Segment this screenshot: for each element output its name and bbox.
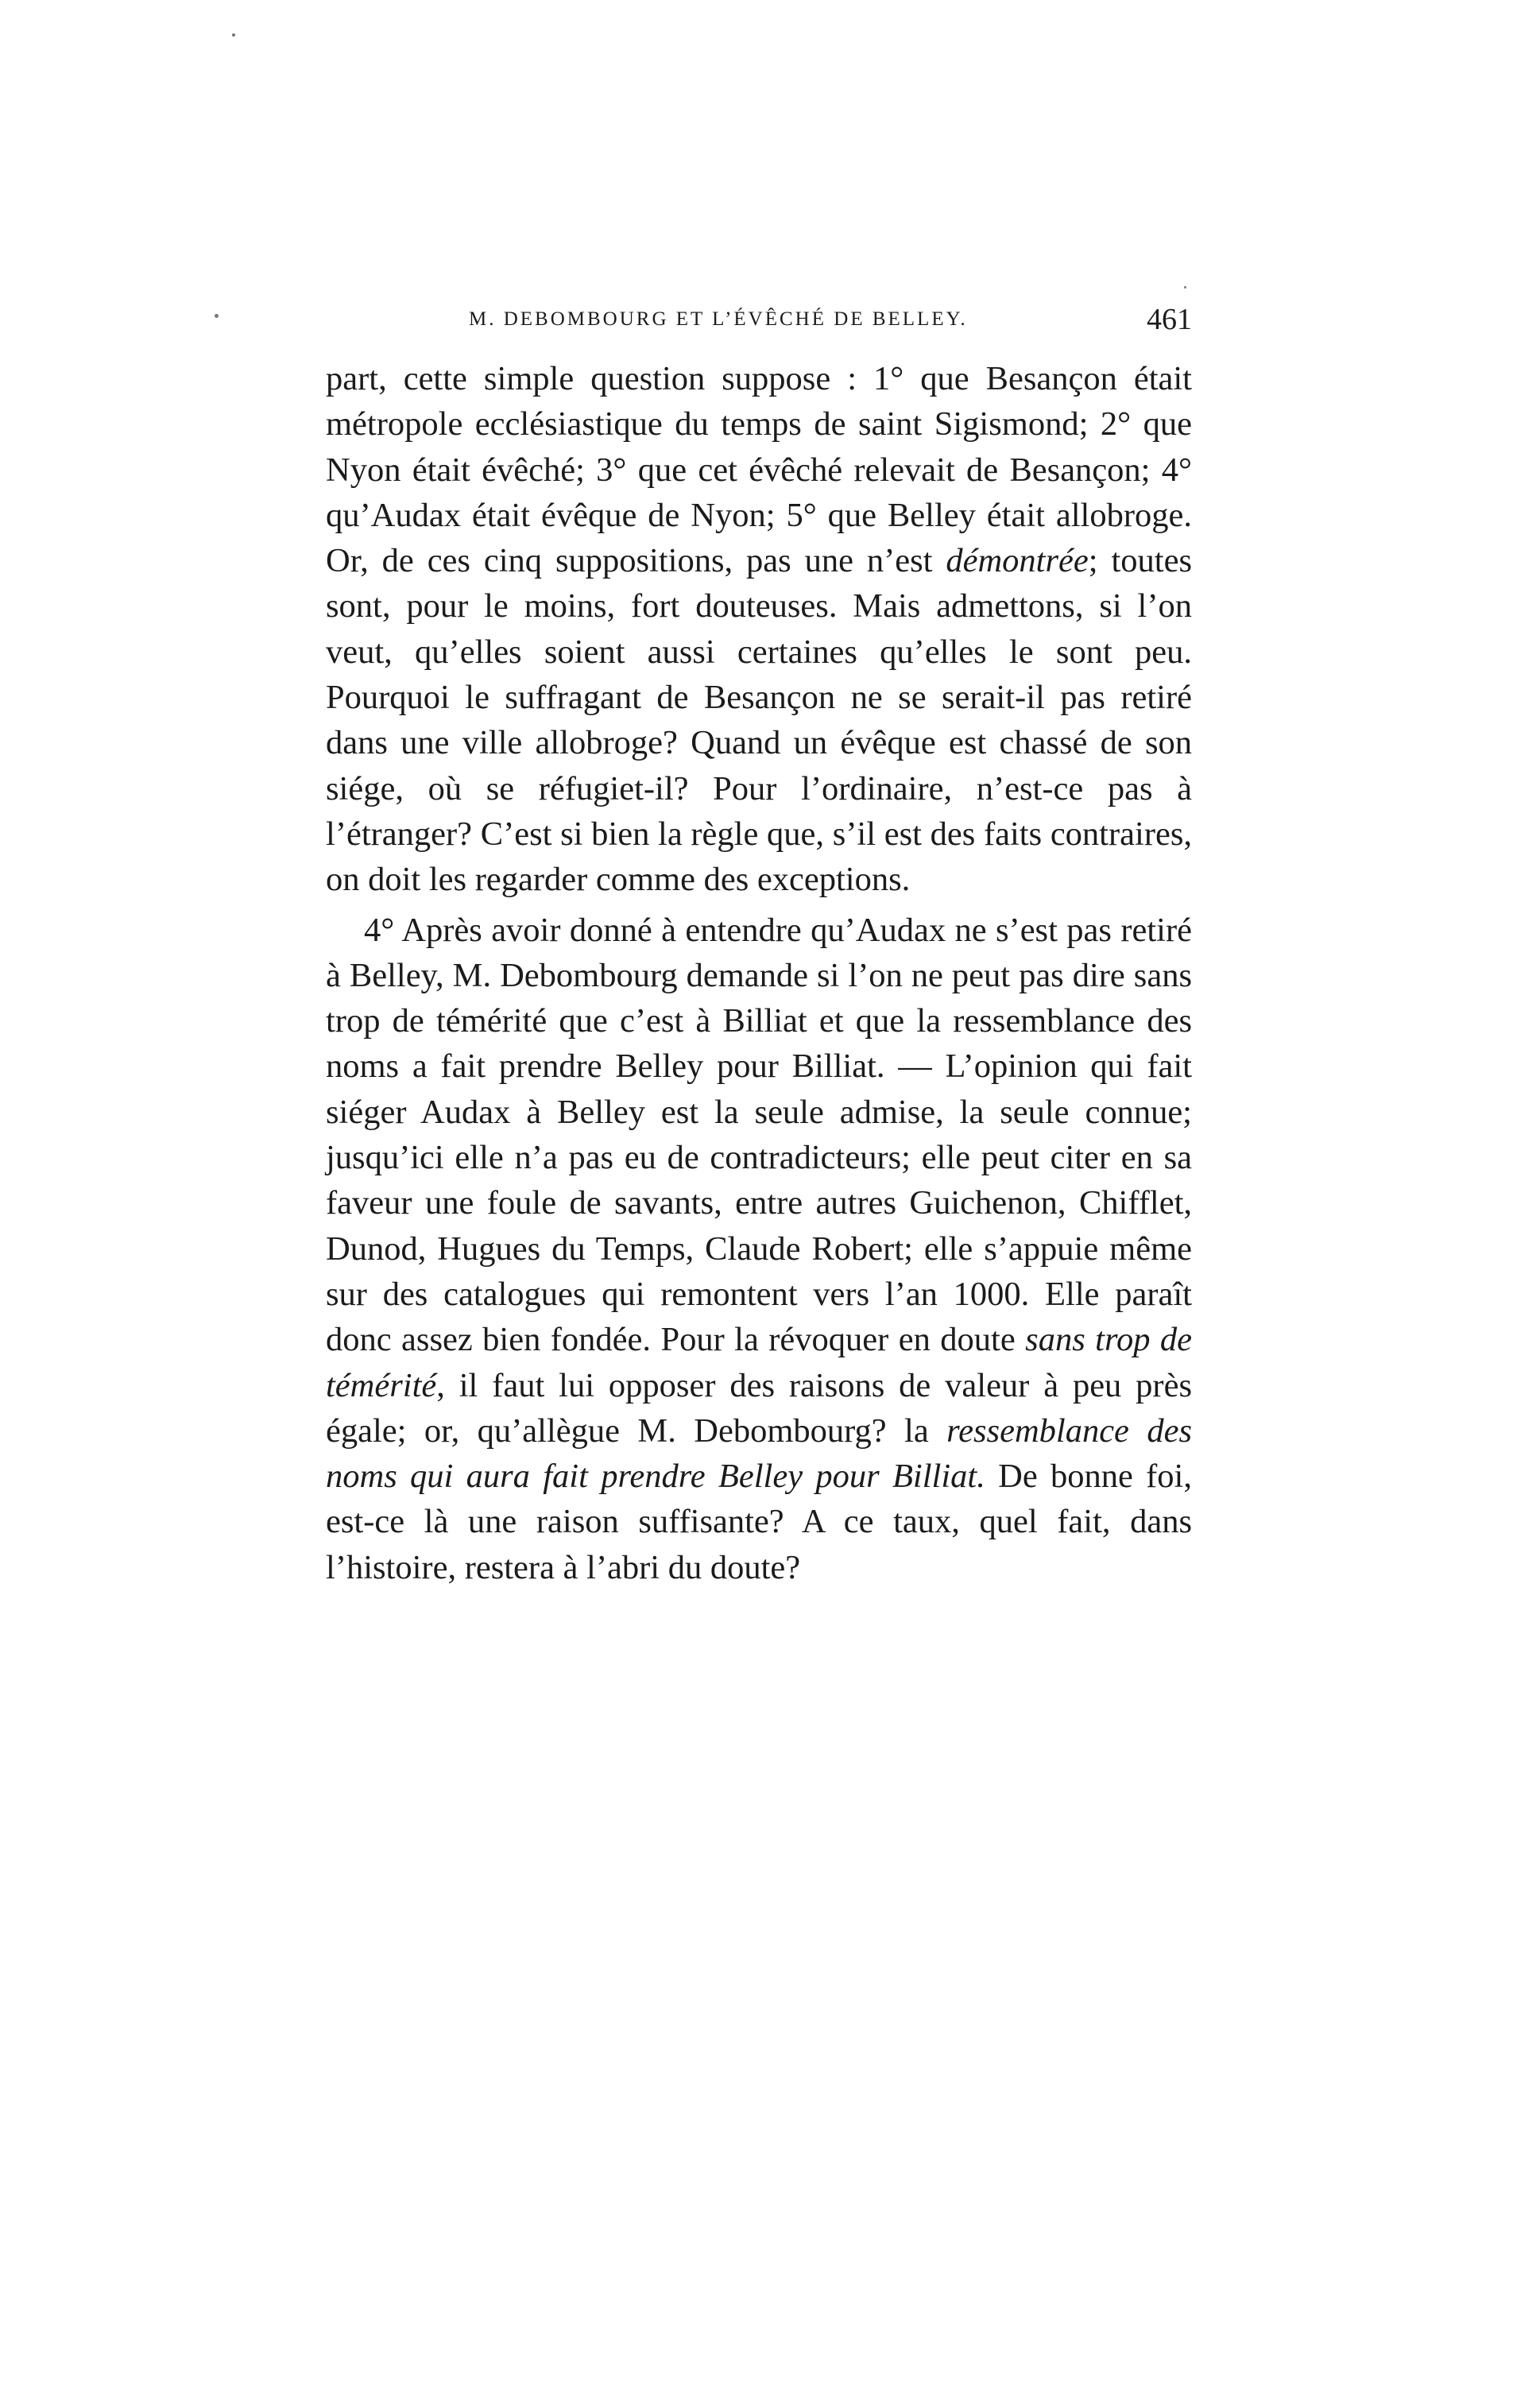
body-text [326,356,1192,1590]
paper-speck [232,33,235,37]
paragraph-2-italic-quote: ressemblance des noms qui aura fait prendre Belley pour Billiat. [326,1411,1192,1496]
paragraph-1-text-a: part, cette simple question suppose : 1° que Besançon était métropole ecclésiastique du temps de saint Sigismond; 2° que Nyon était évêché; 3° que cet évêché relevait de Besançon; 4° qu’Audax était évêque de Nyon; 5° que Belley était allobroge. Or, de ces cinq suppositions, pas une n’est [326,360,1192,580]
page-header [469,303,1192,348]
paragraph-2-text-a: 4° Après avoir donné à entendre qu’Audax ne s’est pas retiré à Belley, M. Debombourg demande si l’on ne peut pas dire sans trop de témérité que c’est à Billiat et que la ressemblance des noms a fait prendre Belley pour Billiat. — L’opinion qui fait siéger Audax à Belley est la seule admise, la seule connue; jusqu’ici elle n’a pas eu de contradicteurs; elle peut citer en sa faveur une foule de savants, entre autres Guichenon, Chifflet, Dunod, Hugues du Temps, Claude Robert; elle s’appuie même sur des catalogues qui remontent vers l’an 1000. Elle paraît donc assez bien fondée. Pour la révoquer en doute [326,911,1192,1359]
paragraph-2-text-b: , il faut lui opposer des raisons de valeur à peu près égale; or, qu’allègue M. Debombourg? la [326,1366,1192,1450]
paragraph-2 [326,908,1192,1590]
paper-speck [215,314,219,318]
paragraph-1-text-b: ; toutes sont, pour le moins, fort douteuses. Mais admettons, si l’on veut, qu’elles soient aussi certaines qu’elles le sont peu. Pourquoi le suffragant de Besançon ne se serait-il pas retiré dans une ville allobroge? Quand un évêque est chassé de son siége, où se réfugiet-il? Pour l’ordinaire, n’est-ce pas à l’étranger? C’est si bien la règle que, s’il est des faits contraires, on doit les regarder comme des exceptions. [326,542,1192,899]
paragraph-1 [326,356,1192,903]
paragraph-1-emphasis: démontrée [946,542,1089,580]
paragraph-2-italic-phrase: sans trop de témérité [326,1321,1192,1404]
paper-speck [1184,286,1186,288]
page-number: 461 [1147,303,1192,336]
running-head: M. DEBOMBOURG ET L’ÉVÊCHÉ DE BELLEY. [469,308,968,330]
paragraph-2-text-c: De bonne foi, est-ce là une raison suffisante? A ce taux, quel fait, dans l’histoire, restera à l’abri du doute? [326,1458,1192,1586]
